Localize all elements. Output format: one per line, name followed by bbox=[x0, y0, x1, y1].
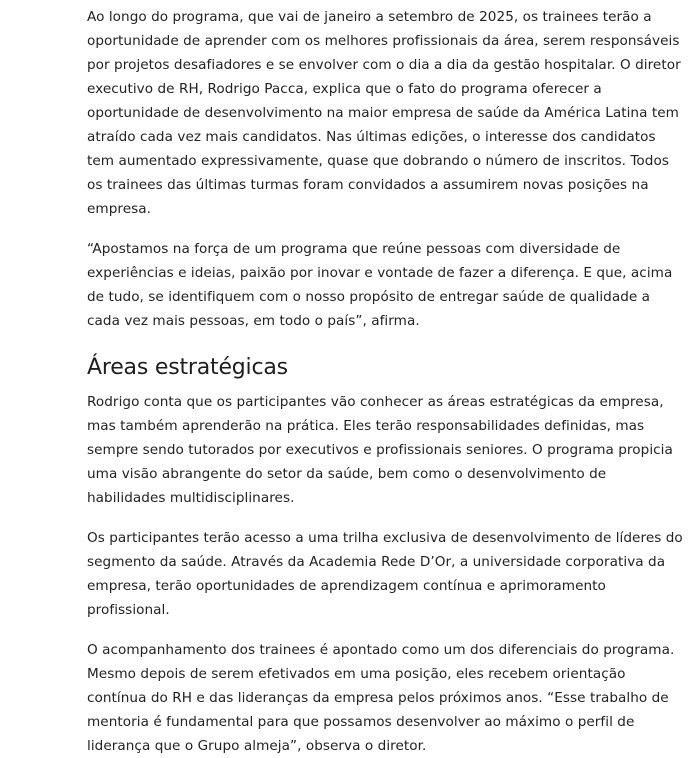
article-body bbox=[87, 5, 687, 758]
article-paragraph-strategic-areas: Rodrigo conta que os participantes vão conhecer as áreas estratégicas da empresa, mas também aprenderão na prática. Eles terão responsabilidades definidas, mas sempre sendo tutorados por executivos e profissionais seniores. O programa propicia uma visão abrangente do setor da saúde, bem como o desenvolvimento de habilidades multidisciplinares. bbox=[87, 394, 673, 506]
article-paragraph-quote: “Apostamos na força de um programa que reúne pessoas com diversidade de experiências e ideias, paixão por inovar e vontade de fazer a diferença. E que, acima de tudo, se identifiquem com o nosso propósito de entregar saúde de qualidade a cada vez mais pessoas, em todo o país”, afirma. bbox=[87, 241, 673, 329]
article-paragraph-mentoring: O acompanhamento dos trainees é apontado como um dos diferenciais do programa. Mesmo depois de serem efetivados em uma posição, eles recebem orientação contínua do RH e das lideranças da empresa pelos próximos anos. “Esse trabalho de mentoria é fundamental para que possamos desenvolver ao máximo o perfil de liderança que o Grupo almeja”, observa o diretor. bbox=[87, 642, 675, 754]
article-paragraph-leadership-track: Os participantes terão acesso a uma trilha exclusiva de desenvolvimento de líderes do segmento da saúde. Através da Academia Rede D’Or, a universidade corporativa da empresa, terão oportunidades de aprendizagem contínua e aprimoramento profissional. bbox=[87, 530, 683, 618]
section-heading-areas: Áreas estratégicas bbox=[87, 355, 288, 380]
article-paragraph-program-overview: Ao longo do programa, que vai de janeiro a setembro de 2025, os trainees terão a oportunidade de aprender com os melhores profissionais da área, serem responsáveis por projetos desafiadores e se envolver com o dia a dia da gestão hospitalar. O diretor executivo de RH, Rodrigo Pacca, explica que o fato do programa oferecer a oportunidade de desenvolvimento na maior empresa de saúde da América Latina tem atraído cada vez mais candidatos. Nas últimas edições, o interesse dos candidatos tem aumentado expressivamente, quase que dobrando o número de inscritos. Todos os trainees das últimas turmas foram convidados a assumirem novas posições na empresa. bbox=[87, 9, 681, 217]
